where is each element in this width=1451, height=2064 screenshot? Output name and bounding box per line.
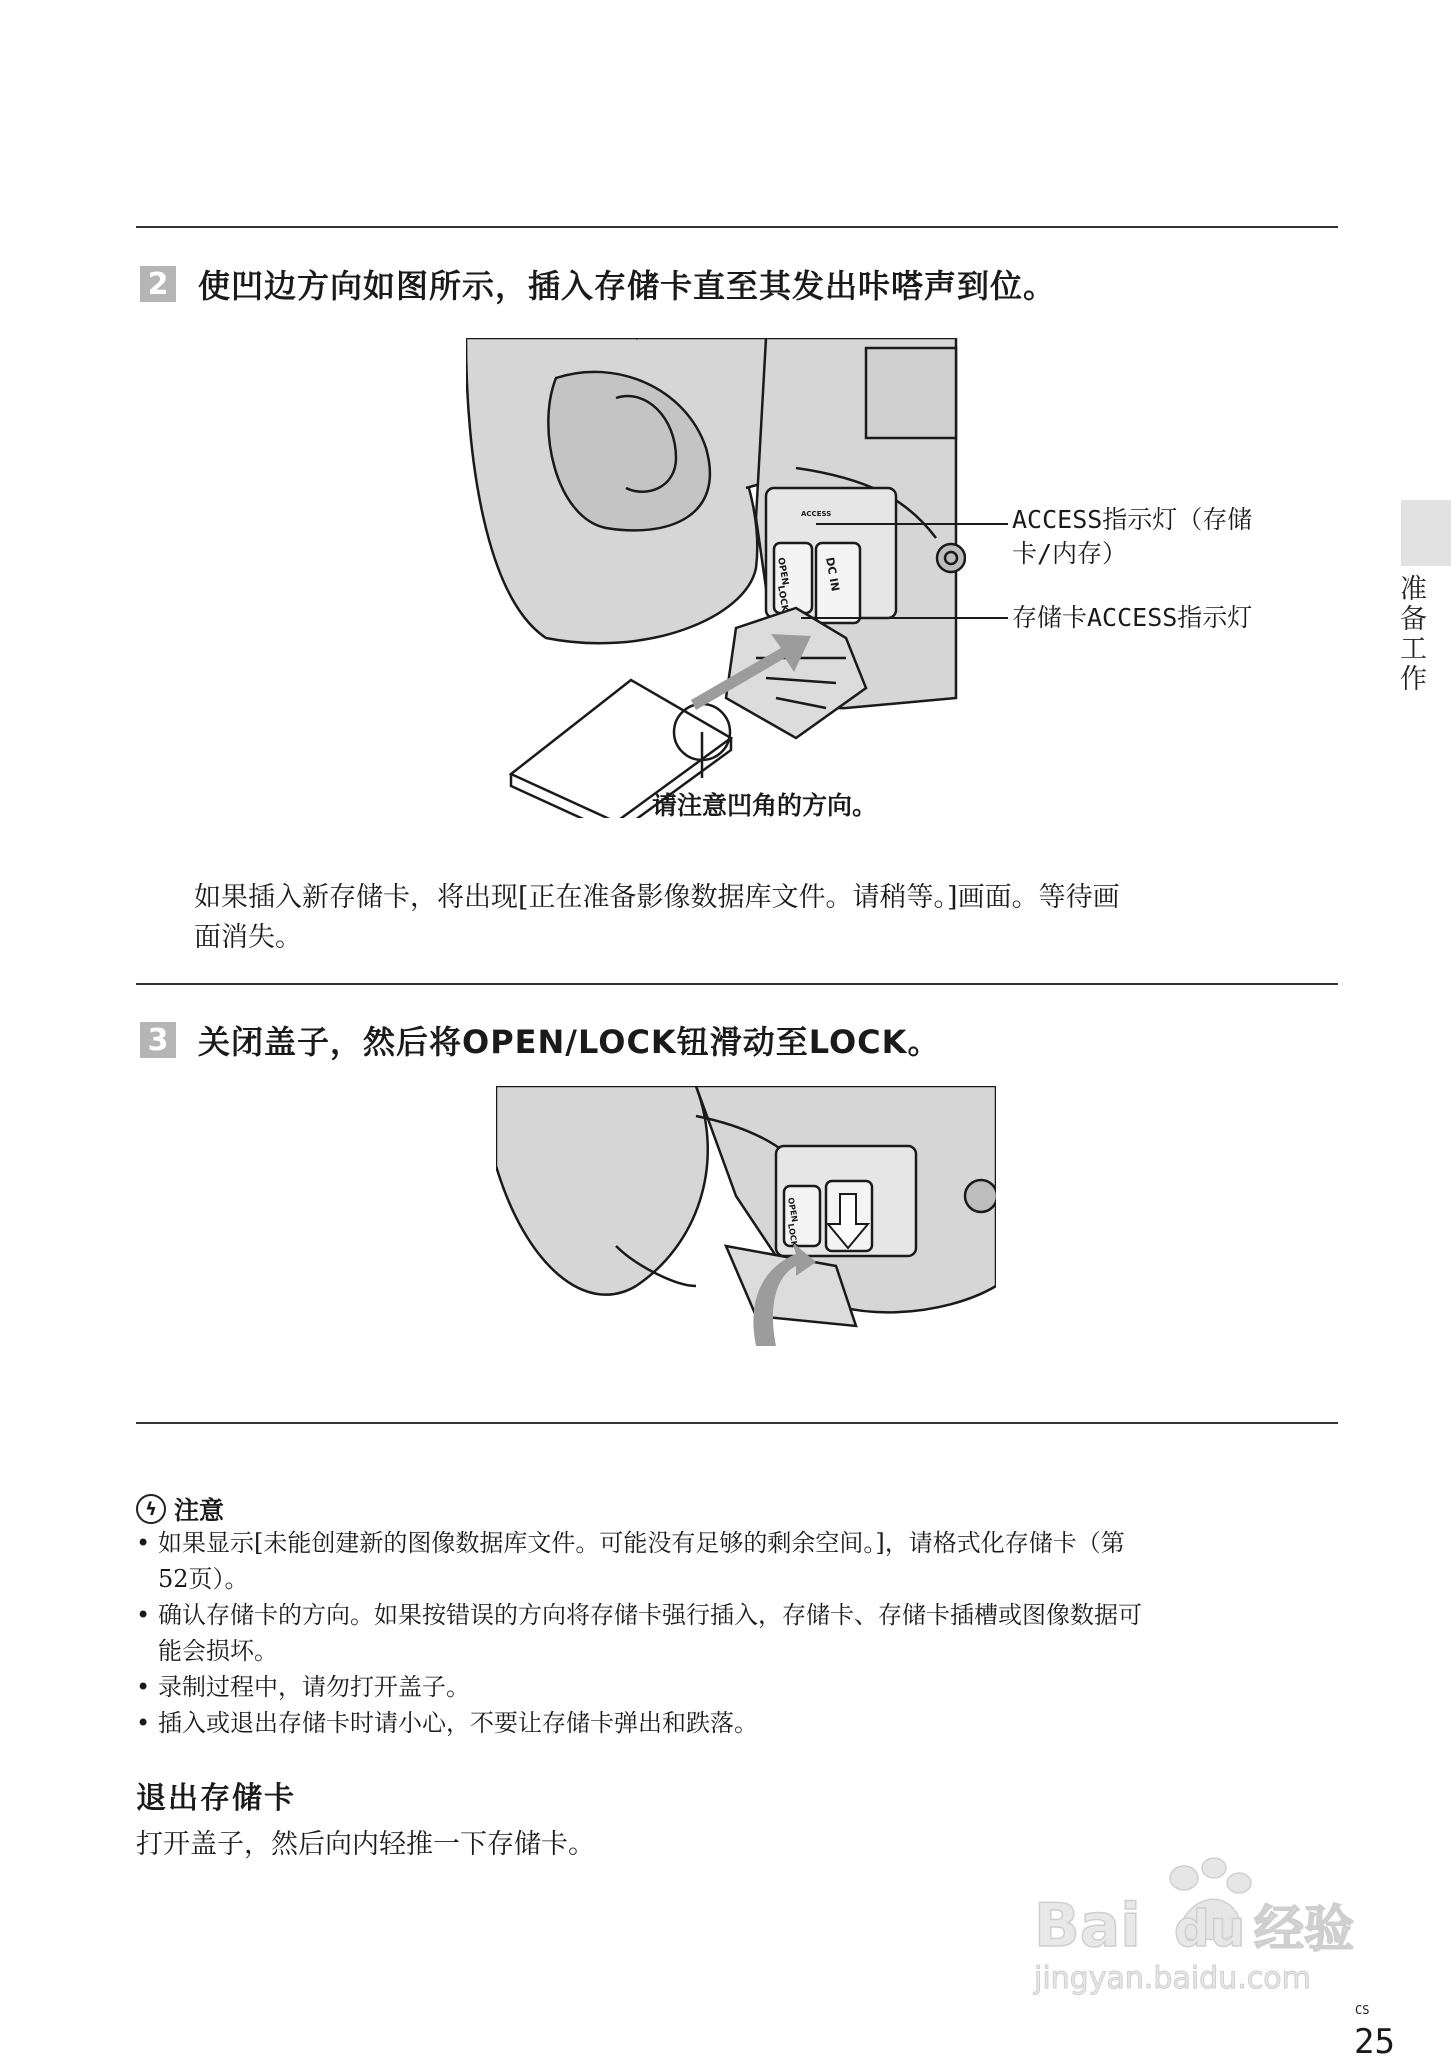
caution-list [136, 1525, 1336, 1741]
watermark-brand-2: du [1174, 1900, 1246, 1958]
step-2-text: 使凹边方向如图所示，插入存储卡直至其发出咔嗒声到位。 [198, 267, 1057, 305]
lock-label: LOCK [775, 584, 790, 613]
section-divider [136, 226, 1338, 228]
lock-label-2: LOCK [786, 1222, 800, 1248]
step-number-2: 2 [140, 266, 176, 302]
section-divider [136, 1422, 1338, 1424]
step-number-3: 3 [140, 1022, 176, 1058]
page-number: 25 [1354, 2022, 1395, 2062]
watermark-url: jingyan.baidu.com [1034, 1961, 1311, 1996]
step-2-note: 如果插入新存储卡，将出现[正在准备影像数据库文件。请稍等。]画面。等待画 面消失。 [194, 882, 1120, 953]
watermark-brand: Bai [1034, 1891, 1141, 1961]
list-item: • 确认存储卡的方向。如果按错误的方向将存储卡强行插入，存储卡、存储卡插槽或图像数据可 能会损坏。 [136, 1597, 1336, 1669]
step-3-heading [140, 1018, 940, 1062]
step-2-heading [140, 262, 1056, 306]
watermark-product: 经验 [1254, 1900, 1354, 1958]
card-insertion-illustration [466, 338, 966, 818]
caution-icon: ϟ [136, 1494, 166, 1524]
open-label-2: OPEN [786, 1196, 800, 1223]
card-access-indicator-callout: 存储卡ACCESS指示灯 [1012, 603, 1253, 632]
access-label: ACCESS [801, 510, 832, 518]
chapter-tab-label: 准备工作 [1395, 574, 1426, 694]
step-3-text: 关闭盖子，然后将OPEN/LOCK钮滑动至LOCK。 [198, 1023, 941, 1061]
dc-in-label: DC IN [823, 556, 842, 593]
section-divider [136, 983, 1338, 985]
close-cover-illustration [496, 1086, 996, 1356]
eject-body: 打开盖子，然后向内轻推一下存储卡。 [136, 1829, 595, 1860]
list-item: • 录制过程中，请勿打开盖子。 [136, 1669, 1336, 1705]
language-code: CS [1355, 2003, 1370, 2017]
caution-heading: ϟ 注意 [136, 1491, 224, 1527]
eject-heading: 退出存储卡 [136, 1781, 296, 1816]
notch-direction-callout: 请注意凹角的方向。 [652, 791, 878, 820]
list-item: • 如果显示[未能创建新的图像数据库文件。可能没有足够的剩余空间。]，请格式化存储卡（第 52页）。 [136, 1525, 1336, 1597]
baidu-watermark [1024, 1848, 1369, 1998]
open-label: OPEN [775, 556, 790, 587]
list-item: • 插入或退出存储卡时请小心，不要让存储卡弹出和跌落。 [136, 1705, 1336, 1741]
chapter-tab-marker [1401, 500, 1451, 566]
access-indicator-callout: ACCESS指示灯（存储 卡/内存） [1012, 505, 1253, 568]
